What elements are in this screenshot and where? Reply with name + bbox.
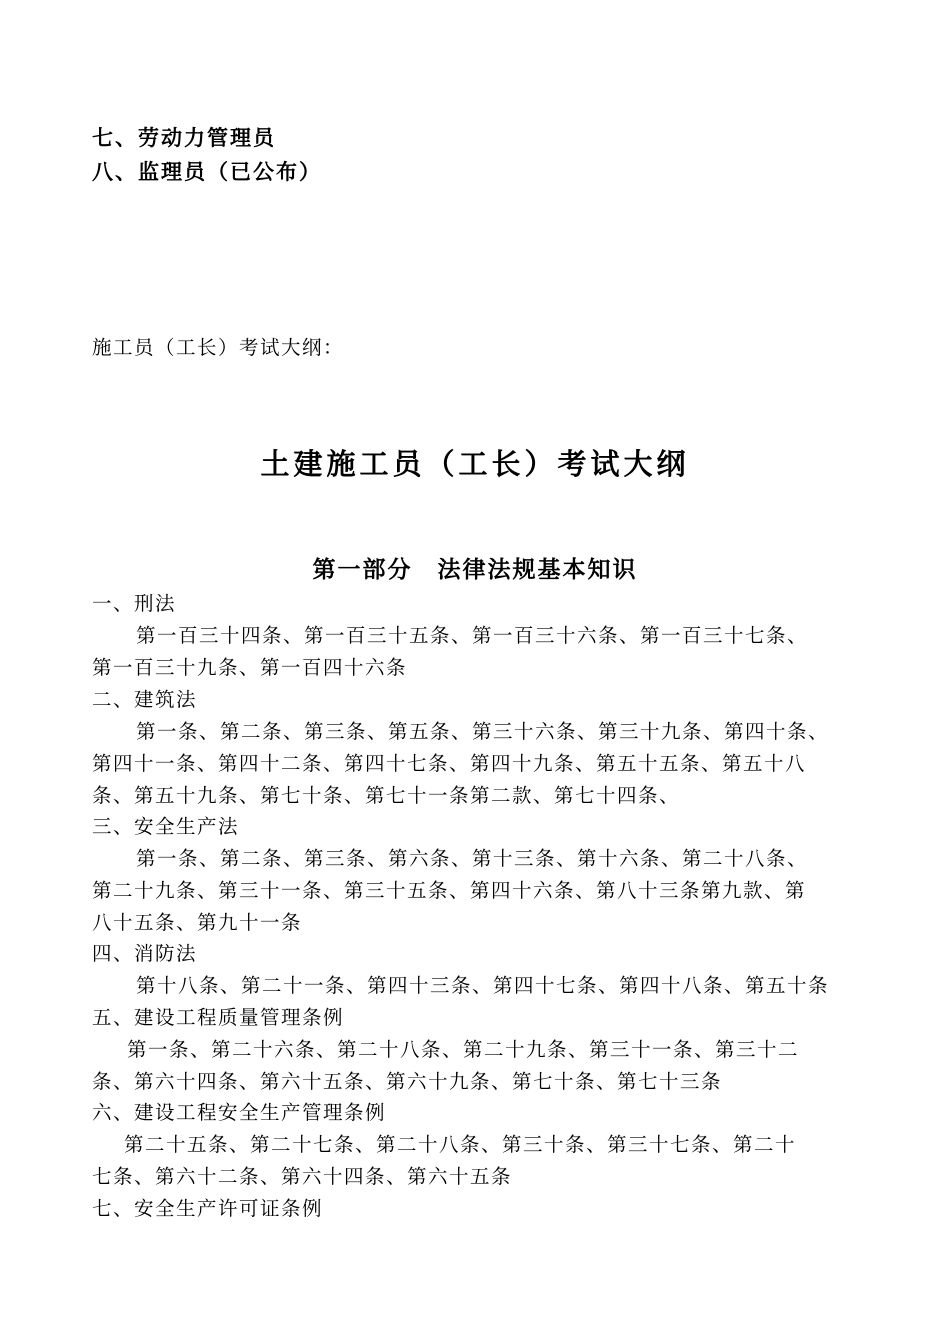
section-line: 条、第五十九条、第七十条、第七十一条第二款、第七十四条、 [92, 784, 681, 807]
header-item-1: 七、劳动力管理员 [92, 126, 276, 150]
section-line: 第四十一条、第四十二条、第四十七条、第四十九条、第五十五条、第五十八 [92, 752, 807, 775]
section-line: 第二十九条、第三十一条、第三十五条、第四十六条、第八十三条第九款、第 [92, 879, 807, 902]
intro-label: 施工员（工长）考试大纲： [92, 336, 345, 359]
section-line: 第一百三十九条、第一百四十六条 [92, 656, 408, 679]
section-line: 第一百三十四条、第一百三十五条、第一百三十六条、第一百三十七条、 [136, 624, 809, 647]
section-line: 八十五条、第九十一条 [92, 911, 303, 934]
section-line: 第二十五条、第二十七条、第二十八条、第三十条、第三十七条、第二十 [124, 1133, 797, 1156]
section-heading: 七、安全生产许可证条例 [92, 1197, 324, 1220]
section-heading: 一、刑法 [92, 592, 177, 615]
section-heading: 二、建筑法 [92, 688, 198, 711]
header-item-2: 八、监理员（已公布） [92, 160, 322, 184]
section-line: 七条、第六十二条、第六十四条、第六十五条 [92, 1165, 513, 1188]
section-heading: 六、建设工程安全生产管理条例 [92, 1101, 387, 1124]
part-title: 第一部分 法律法规基本知识 [312, 557, 638, 583]
section-line: 第一条、第二条、第三条、第五条、第三十六条、第三十九条、第四十条、 [136, 720, 830, 743]
main-title: 土建施工员（工长）考试大纲 [260, 447, 690, 481]
section-heading: 四、消防法 [92, 942, 198, 965]
section-line: 第十八条、第二十一条、第四十三条、第四十七条、第四十八条、第五十条 [136, 974, 830, 997]
section-heading: 三、安全生产法 [92, 815, 240, 838]
section-line: 条、第六十四条、第六十五条、第六十九条、第七十条、第七十三条 [92, 1070, 723, 1093]
section-heading: 五、建设工程质量管理条例 [92, 1006, 345, 1029]
section-line: 第一条、第二十六条、第二十八条、第二十九条、第三十一条、第三十二 [127, 1038, 800, 1061]
section-line: 第一条、第二条、第三条、第六条、第十三条、第十六条、第二十八条、 [136, 847, 809, 870]
